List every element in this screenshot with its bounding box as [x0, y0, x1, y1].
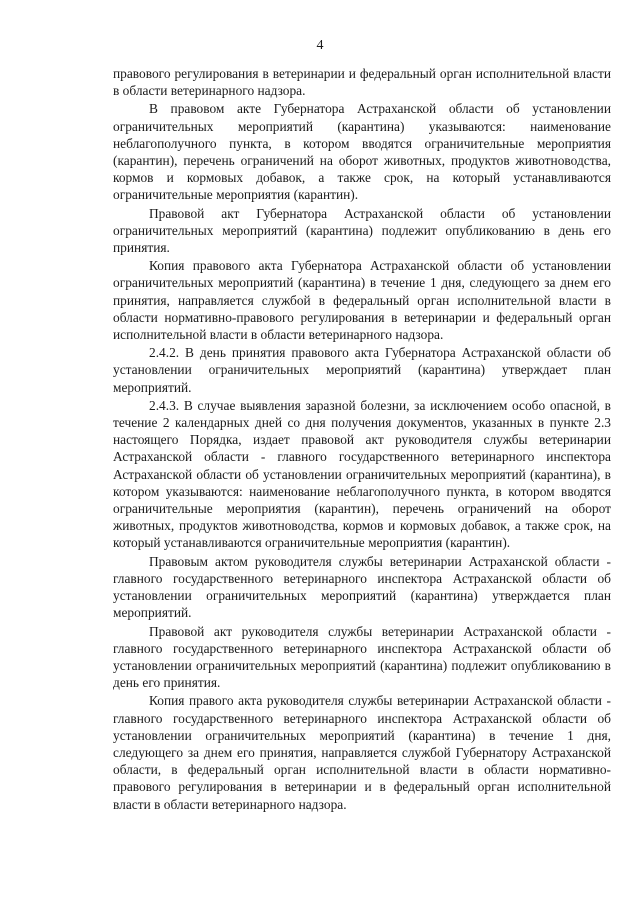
paragraph-head-act-publication: Правовой акт руководителя службы ветеринарии Астраханской области - главного государственного ветеринарного инспектора Астраханской области об установлении ограничительных мероприятий (карантина) подлежит опубликованию в день его принятия. — [113, 623, 611, 691]
page-number: 4 — [316, 38, 324, 53]
paragraph-continuation: правового регулирования в ветеринарии и федеральный орган исполнительной власти в области ветеринарного надзора. — [113, 66, 611, 99]
paragraph-2-4-2: 2.4.2. В день принятия правового акта Губернатора Астраханской области об установлении ограничительных мероприятий (карантина) утверждает план мероприятий. — [113, 345, 611, 395]
paragraph-plan-approval: Правовым актом руководителя службы ветеринарии Астраханской области - главного государственного ветеринарного инспектора Астраханской области об установлении ограничительных мероприятий (карантина) утверждается план мероприятий. — [113, 553, 611, 621]
paragraph-head-act-copy: Копия правого акта руководителя службы ветеринарии Астраханской области - главного государственного ветеринарного инспектора Астраханской области об установлении ограничительных мероприятий (карантина) в течение 1 дня, следующего за днем его принятия, направляется службой Губернатору Астраханской области, в федеральный орган исполнительной власти в области нормативно-правового регулирования в ветеринарии и в федеральный орган исполнительной власти в области ветеринарного надзора. — [113, 693, 611, 812]
paragraph-governor-act-copy: Копия правового акта Губернатора Астраханской области об установлении ограничительных мероприятий (карантина) в течение 1 дня, следующего за днем его принятия, направляется службой в федеральный орган исполнительной власти в области нормативно-правового регулирования в ветеринарии и федеральный орган исполнительной власти в области ветеринарного надзора. — [113, 258, 611, 343]
document-body — [113, 65, 611, 814]
paragraph-governor-act-contents: В правовом акте Губернатора Астраханской области об установлении ограничительных мероприятий (карантина) указываются: наименование неблагополучного пункта, в котором вводятся ограничительные мероприятия (карантин), перечень ограничений на оборот животных, продуктов животноводства, кормов и кормовых добавок, а также срок, на который устанавливаются ограничительные мероприятия (карантин). — [113, 101, 611, 203]
paragraph-2-4-3: 2.4.3. В случае выявления заразной болезни, за исключением особо опасной, в течение 2 календарных дней со дня получения документов, указанных в пункте 2.3 настоящего Порядка, издает правовой акт руководителя службы ветеринарии Астраханской области - главного государственного ветеринарного инспектора Астраханской области об установлении ограничительных мероприятий (карантина), в котором указываются: наименование неблагополучного пункта, в котором вводятся ограничительные мероприятия (карантин), перечень ограничений на оборот животных, продуктов животноводства, кормов и кормовых добавок, а также срок, на который устанавливаются ограничительные мероприятия (карантин). — [113, 397, 611, 551]
paragraph-governor-act-publication: Правовой акт Губернатора Астраханской области об установлении ограничительных мероприятий (карантина) подлежит опубликованию в день его принятия. — [113, 205, 611, 256]
